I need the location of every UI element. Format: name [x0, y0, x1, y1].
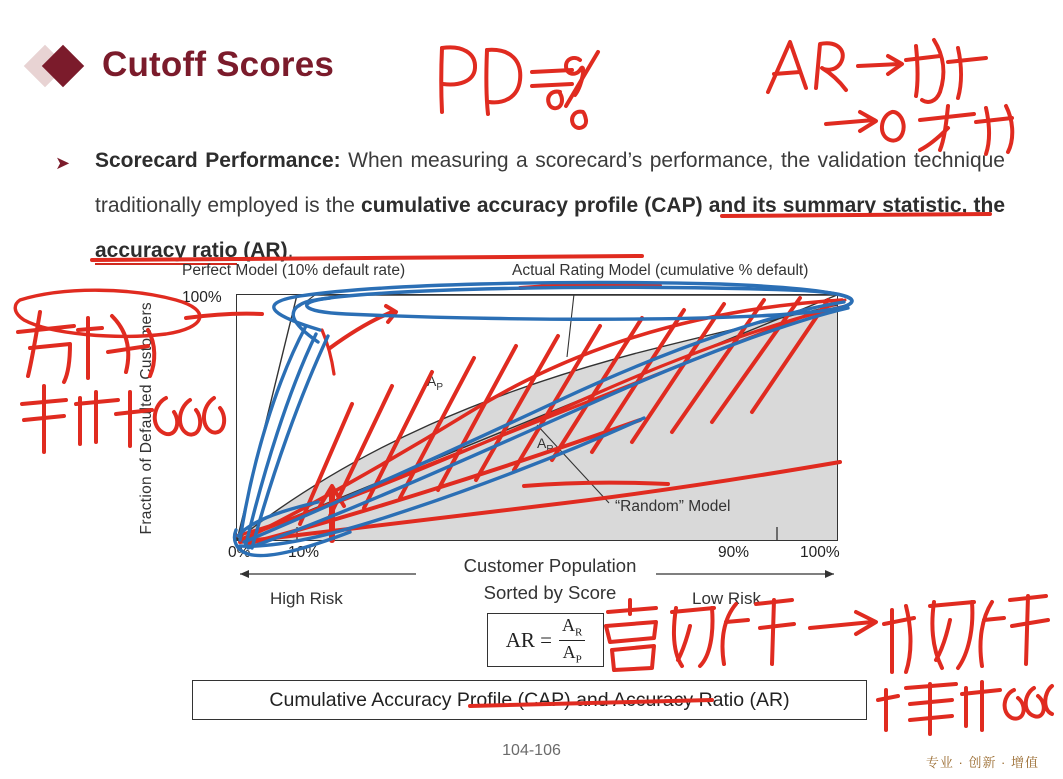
legend-actual-model: Actual Rating Model (cumulative % default) — [512, 262, 809, 279]
plot-area — [236, 294, 838, 541]
x-tick-100: 100% — [800, 544, 840, 561]
slide-title-row — [30, 42, 334, 88]
ar-formula-denominator: $A_P$ — [562, 641, 582, 666]
x-axis-label-line1: Customer Population — [463, 555, 637, 576]
x-axis-label-line2: Sorted by Score — [483, 582, 617, 603]
cap-chart — [140, 262, 930, 622]
risk-arrows — [236, 562, 836, 588]
bullet-bold-2: accuracy ratio — [95, 239, 237, 265]
bullet-text-1: When measuring a scorecard’s performance, the validation technique traditionally employed is the — [95, 149, 1005, 217]
diamond-logo-icon — [30, 42, 88, 88]
bullet-bold-1: cumulative accuracy profile (CAP) and its summary statistic, the — [361, 194, 1005, 217]
plot-svg — [237, 295, 837, 540]
y-axis-label: Fraction of Defaulted Customers — [138, 302, 155, 535]
bullet-tail: . — [287, 239, 294, 262]
bullet-lead: Scorecard Performance: — [95, 149, 341, 172]
leader-actual — [567, 295, 577, 357]
area-fill — [237, 305, 837, 540]
x-tick-90: 90% — [718, 544, 750, 561]
brand-footer: 专业 · 创新 · 增值 — [925, 755, 1039, 770]
page-number: 104-106 — [502, 742, 561, 759]
bullet-bold-3: (AR) — [237, 239, 288, 262]
chart-caption: Cumulative Accuracy Profile (CAP) and Accuracy Ratio (AR) — [192, 680, 867, 720]
ar-formula-lhs: AR = — [505, 627, 552, 652]
area-label-ap: $A_P$ — [427, 373, 444, 393]
ar-formula-box — [487, 613, 604, 667]
x-tick-0: 0% — [228, 544, 251, 561]
page-title: Cutoff Scores — [102, 45, 335, 84]
ar-formula-fraction — [559, 615, 585, 665]
leader-perfect — [299, 295, 352, 307]
legend-random-model: “Random” Model — [615, 498, 731, 515]
x-tick-10: 10% — [288, 544, 320, 561]
high-risk-label: High Risk — [270, 589, 343, 608]
ar-formula-numerator: $A_R$ — [559, 615, 585, 641]
legend-perfect-model: Perfect Model (10% default rate) — [182, 262, 406, 279]
area-label-ar: $A_R$ — [537, 435, 554, 455]
bullet-arrow-icon: ➤ — [55, 153, 71, 173]
low-risk-label: Low Risk — [692, 589, 761, 608]
y-tick-100: 100% — [182, 289, 222, 306]
bullet-paragraph — [55, 138, 1005, 273]
